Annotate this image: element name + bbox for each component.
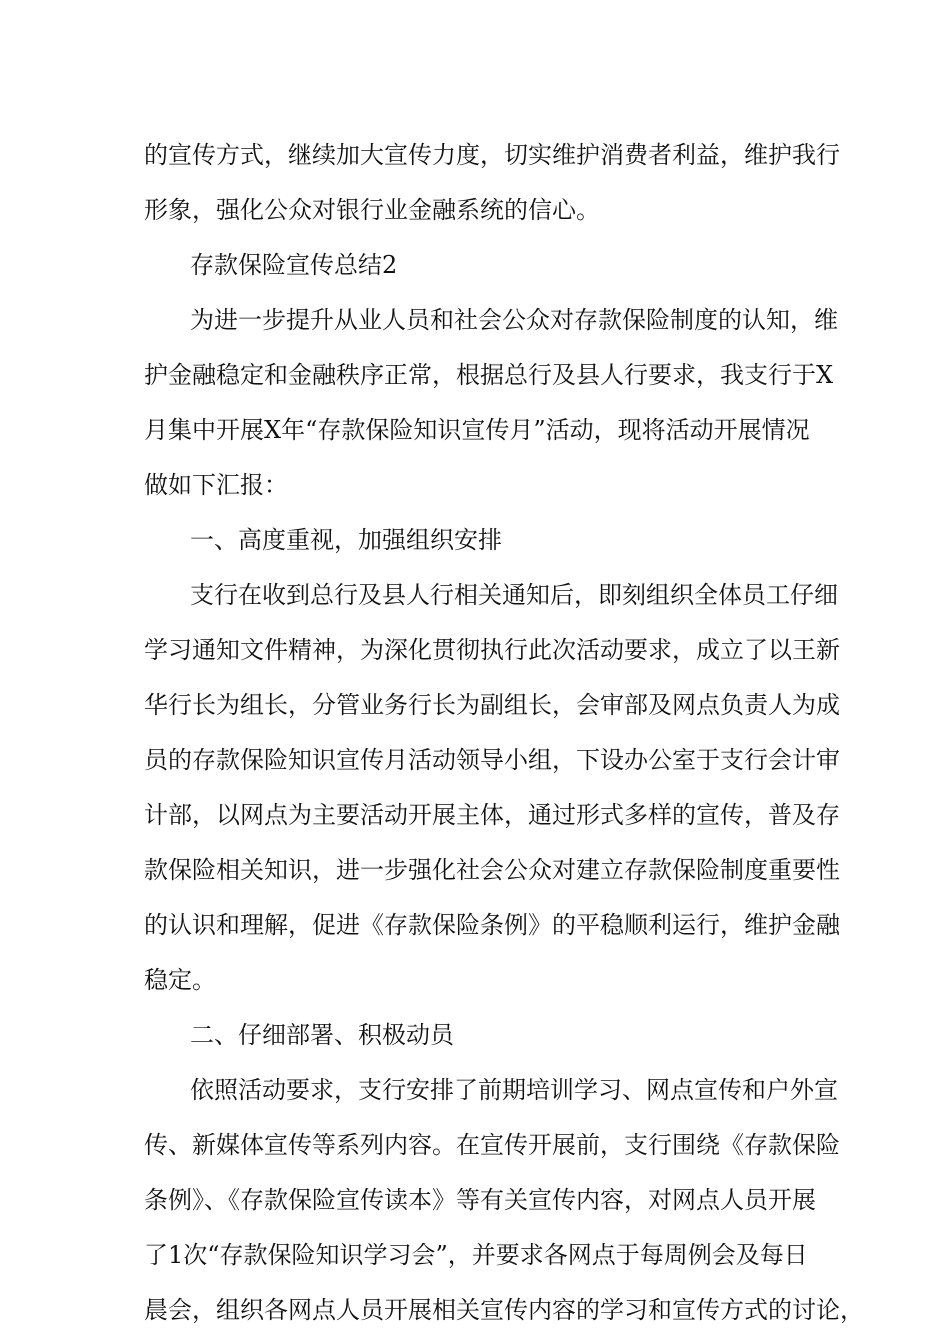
text-line: 学习通知文件精神，为深化贯彻执行此次活动要求，成立了以王新 [144,636,840,664]
text-line: 款保险相关知识，进一步强化社会公众对建立存款保险制度重要性 [144,856,840,884]
text-line: 存款保险宣传总结2 [190,251,398,279]
text-line: 依照活动要求，支行安排了前期培训学习、网点宣传和户外宣 [190,1076,838,1104]
text-line: 传、新媒体宣传等系列内容。在宣传开展前，支行围绕《存款保险 [144,1131,840,1159]
text-line: 的认识和理解，促进《存款保险条例》的平稳顺利运行，维护金融 [144,911,840,939]
text-line: 做如下汇报： [144,471,288,499]
text-line: 的宣传方式，继续加大宣传力度，切实维护消费者利益，维护我行 [144,141,840,169]
document-body [144,128,864,1338]
text-line: 月集中开展X年“存款保险知识宣传月”活动，现将活动开展情况 [144,416,810,444]
text-line: 支行在收到总行及县人行相关通知后，即刻组织全体员工仔细 [190,581,838,609]
text-line: 条例》、《存款保险宣传读本》等有关宣传内容，对网点人员开展 [144,1186,816,1214]
text-line: 二、仔细部署、积极动员 [190,1021,454,1049]
text-line: 员的存款保险知识宣传月活动领导小组，下设办公室于支行会计审 [144,746,840,774]
text-line: 计部，以网点为主要活动开展主体，通过形式多样的宣传，普及存 [144,801,840,829]
text-line: 形象，强化公众对银行业金融系统的信心。 [144,196,600,224]
text-line: 为进一步提升从业人员和社会公众对存款保险制度的认知，维 [190,306,838,334]
text-line: 稳定。 [144,966,216,994]
text-line: 华行长为组长，分管业务行长为副组长，会审部及网点负责人为成 [144,691,840,719]
text-line: 了1次“存款保险知识学习会”，并要求各网点于每周例会及每日 [144,1241,808,1269]
text-line: 一、高度重视，加强组织安排 [190,526,502,554]
text-line: 护金融稳定和金融秩序正常，根据总行及县人行要求，我支行于X [144,361,834,389]
text-line: 晨会，组织各网点人员开展相关宣传内容的学习和宣传方式的讨论， [144,1296,864,1324]
